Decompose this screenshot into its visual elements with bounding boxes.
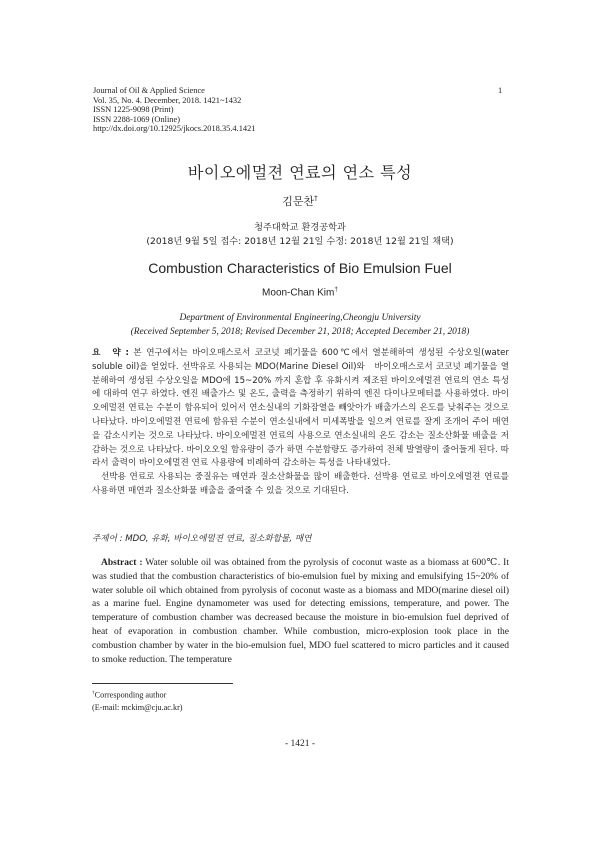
korean-affiliation: 청주대학교 환경공학과: [254, 222, 346, 233]
page-footer-number: - 1421 -: [284, 739, 316, 749]
korean-dates: (2018년 9월 5일 접수: 2018년 12월 21일 수정: 2018년 12월 21일 채택): [146, 236, 454, 247]
journal-header: [93, 86, 255, 134]
korean-keywords: 주제어 : MDO, 유화, 바이오에멀젼 연료, 질소화합물, 매연: [92, 534, 312, 544]
english-dates: (Received September 5, 2018; Revised December 21, 2018; Accepted December 21, 2018): [130, 327, 470, 337]
footnote: [92, 687, 183, 714]
footnote-email: (E-mail: mckim@cju.ac.kr): [92, 702, 183, 712]
journal-volume: Vol. 35, No. 4. December, 2018. 1421~1432: [93, 95, 242, 105]
english-title: Combustion Characteristics of Bio Emulsion Fuel: [148, 260, 452, 276]
header-page-number: 1: [498, 86, 503, 95]
footnote-dagger-mark: †: [92, 690, 95, 696]
english-author: Moon-Chan Kim†: [262, 286, 338, 299]
english-abstract-text: Abstract : Water soluble oil was obtained from the pyrolysis of coconut waste as a biomass at 600℃. It was studied that the combustion characteristics of bio-emulsion fuel by mixing and emulsifying 15~20% of water soluble oil which obtained from pyrolysis of coconut waste as a biomass and MDO(marine diesel oil) as a marine fuel. Engine dynamometer was used for detecting emissions, temperature, and power. The temperature of combustion chamber was decreased because the moisture in bio-emulsion fuel deprived of heat of evaporation in combustion chamber. While combustion, micro-explosion took place in the combustion chamber by water in the bio-emulsion fuel, MDO fuel scattered to micro particles and it caused to smoke reduction. The temperature: [92, 558, 509, 665]
footnote-line-1: †Corresponding author: [92, 690, 167, 700]
english-affiliation: Department of Environmental Engineering,Cheongju University: [179, 313, 421, 323]
abstract-label: 요 약 :: [92, 348, 129, 358]
journal-name: Journal of Oil & Applied Science: [93, 86, 205, 95]
korean-abstract: [92, 347, 509, 499]
korean-author: 김문찬†: [282, 193, 318, 208]
author-dagger-mark: †: [334, 286, 338, 293]
korean-title: 바이오에멀젼 연료의 연소 특성: [187, 163, 413, 182]
english-abstract: [92, 557, 509, 667]
author-dagger-mark: †: [314, 193, 318, 203]
abstract-label: Abstract :: [101, 558, 143, 568]
korean-abstract-para-2: 선박용 연료로 사용되는 중질유는 매연과 질소산화물을 많이 배출한다. 선박용 연료로 바이오에멀젼 연료를 사용하면 매연과 질소산화물 배출을 줄여줄 수 있을 것으로 기대된다.: [92, 472, 509, 496]
doi-link[interactable]: http://dx.doi.org/10.12925/jkocs.2018.35.4.1421: [93, 124, 256, 134]
footnote-divider: [92, 683, 233, 684]
korean-abstract-para-1: 요 약 : 본 연구에서는 바이오매스로서 코코넛 폐기물을 600℃에서 열분해하여 생성된 수상오일(water soluble oil)을 얻었다. 선박유로 사용되는 MDO(Marine Diesel Oil)와 바이오매스로서 코코넛 폐기물을 열분해하여 생성된 수상오일을 MDO에 15~20% 까지 혼합 후 유화시켜 제조된 바이오에멀젼 연료의 연소 특성에 대하여 연구 하였다. 엔진 배출가스 및 온도, 출력을 측정하기 위하여 엔진 다이나모메터를 사용하였다. 바이오에멀젼 연료는 수분이 함유되어 있어서 연소실내의 기화잠열을 빼앗아가 배출가스의 온도를 낮춰주는 것으로 나타났다. 바이오에멀젼 연료에 함유된 수분이 연소실내에서 미세폭발을 일으켜 연료를 잘게 조개어 주어 매연을 감소시키는 것으로 나타났다. 바이오에멀젼 연료의 사용으로 연소실내의 온도 감소는 질소산화물 배출을 저감하는 것으로 나타났다. 바이오오일 함유량이 증가 하면 수분함량도 증가하여 전체 발열량이 줄어들게 된다. 따라서 출력이 바이오에멀젼 연료 사용량에 비례하여 감소하는 특성을 나타내었다.: [92, 348, 509, 469]
issn-online: ISSN 2288-1069 (Online): [93, 114, 181, 124]
issn-print: ISSN 1225-9098 (Print): [93, 105, 174, 115]
